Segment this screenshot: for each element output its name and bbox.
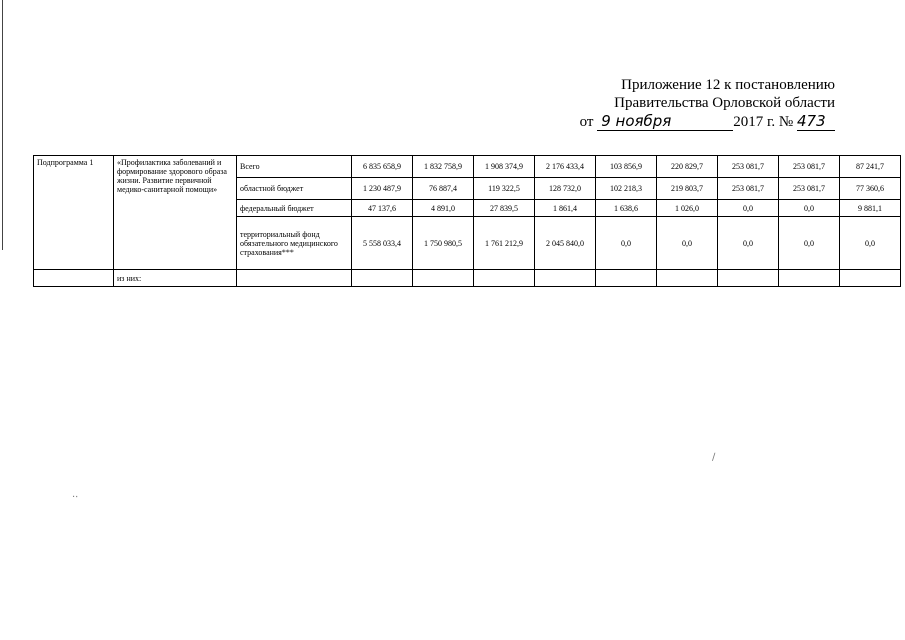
source-cell: областной бюджет bbox=[237, 178, 352, 200]
header-line-1: Приложение 12 к постановлению bbox=[621, 77, 835, 93]
empty-cell bbox=[840, 270, 901, 287]
empty-cell bbox=[779, 270, 840, 287]
handwritten-number: 473 bbox=[797, 112, 835, 131]
value-cell: 119 322,5 bbox=[474, 178, 535, 200]
table-row bbox=[34, 156, 901, 178]
empty-cell bbox=[34, 270, 114, 287]
source-cell: Всего bbox=[237, 156, 352, 178]
value-cell: 102 218,3 bbox=[596, 178, 657, 200]
value-cell: 220 829,7 bbox=[657, 156, 718, 178]
scan-speck-mark: ·⋅ bbox=[72, 492, 79, 503]
value-cell: 4 891,0 bbox=[413, 200, 474, 217]
funding-table bbox=[33, 155, 901, 287]
source-cell: территориальный фонд обязательного медицинского страхования*** bbox=[237, 217, 352, 270]
empty-cell bbox=[352, 270, 413, 287]
scan-speck-mark: ∕ bbox=[712, 452, 716, 463]
empty-cell bbox=[596, 270, 657, 287]
handwritten-date: 9 ноября bbox=[597, 112, 733, 131]
value-cell: 6 835 658,9 bbox=[352, 156, 413, 178]
empty-cell bbox=[237, 270, 352, 287]
value-cell: 1 761 212,9 bbox=[474, 217, 535, 270]
value-cell: 27 839,5 bbox=[474, 200, 535, 217]
value-cell: 253 081,7 bbox=[718, 156, 779, 178]
value-cell: 253 081,7 bbox=[779, 178, 840, 200]
value-cell: 1 832 758,9 bbox=[413, 156, 474, 178]
table-row bbox=[34, 270, 901, 287]
value-cell: 0,0 bbox=[657, 217, 718, 270]
empty-cell bbox=[535, 270, 596, 287]
scan-edge-line bbox=[2, 0, 3, 250]
empty-cell bbox=[474, 270, 535, 287]
empty-cell bbox=[413, 270, 474, 287]
source-cell: федеральный бюджет bbox=[237, 200, 352, 217]
empty-cell bbox=[718, 270, 779, 287]
value-cell: 5 558 033,4 bbox=[352, 217, 413, 270]
document-header bbox=[580, 76, 835, 131]
program-name-cell: «Профилактика заболеваний и формирование здорового образа жизни. Развитие первичной медико-санитарной помощи» bbox=[114, 156, 237, 270]
header-year-text: 2017 г. № bbox=[733, 114, 794, 130]
value-cell: 253 081,7 bbox=[718, 178, 779, 200]
value-cell: 0,0 bbox=[779, 200, 840, 217]
value-cell: 2 045 840,0 bbox=[535, 217, 596, 270]
value-cell: 0,0 bbox=[718, 200, 779, 217]
value-cell: 77 360,6 bbox=[840, 178, 901, 200]
value-cell: 253 081,7 bbox=[779, 156, 840, 178]
value-cell: 76 887,4 bbox=[413, 178, 474, 200]
program-label-cell: Подпрограмма 1 bbox=[34, 156, 114, 270]
value-cell: 1 861,4 bbox=[535, 200, 596, 217]
value-cell: 1 750 980,5 bbox=[413, 217, 474, 270]
header-prefix: от bbox=[579, 114, 594, 130]
value-cell: 1 638,6 bbox=[596, 200, 657, 217]
value-cell: 1 908 374,9 bbox=[474, 156, 535, 178]
value-cell: 0,0 bbox=[718, 217, 779, 270]
empty-cell bbox=[657, 270, 718, 287]
header-line-2: Правительства Орловской области bbox=[614, 95, 835, 111]
value-cell: 2 176 433,4 bbox=[535, 156, 596, 178]
value-cell: 219 803,7 bbox=[657, 178, 718, 200]
header-date-line bbox=[580, 112, 835, 131]
value-cell: 1 230 487,9 bbox=[352, 178, 413, 200]
value-cell: 0,0 bbox=[596, 217, 657, 270]
value-cell: 0,0 bbox=[779, 217, 840, 270]
subrow-label-cell: из них: bbox=[114, 270, 237, 287]
value-cell: 0,0 bbox=[840, 217, 901, 270]
value-cell: 103 856,9 bbox=[596, 156, 657, 178]
value-cell: 1 026,0 bbox=[657, 200, 718, 217]
value-cell: 87 241,7 bbox=[840, 156, 901, 178]
value-cell: 9 881,1 bbox=[840, 200, 901, 217]
value-cell: 47 137,6 bbox=[352, 200, 413, 217]
value-cell: 128 732,0 bbox=[535, 178, 596, 200]
